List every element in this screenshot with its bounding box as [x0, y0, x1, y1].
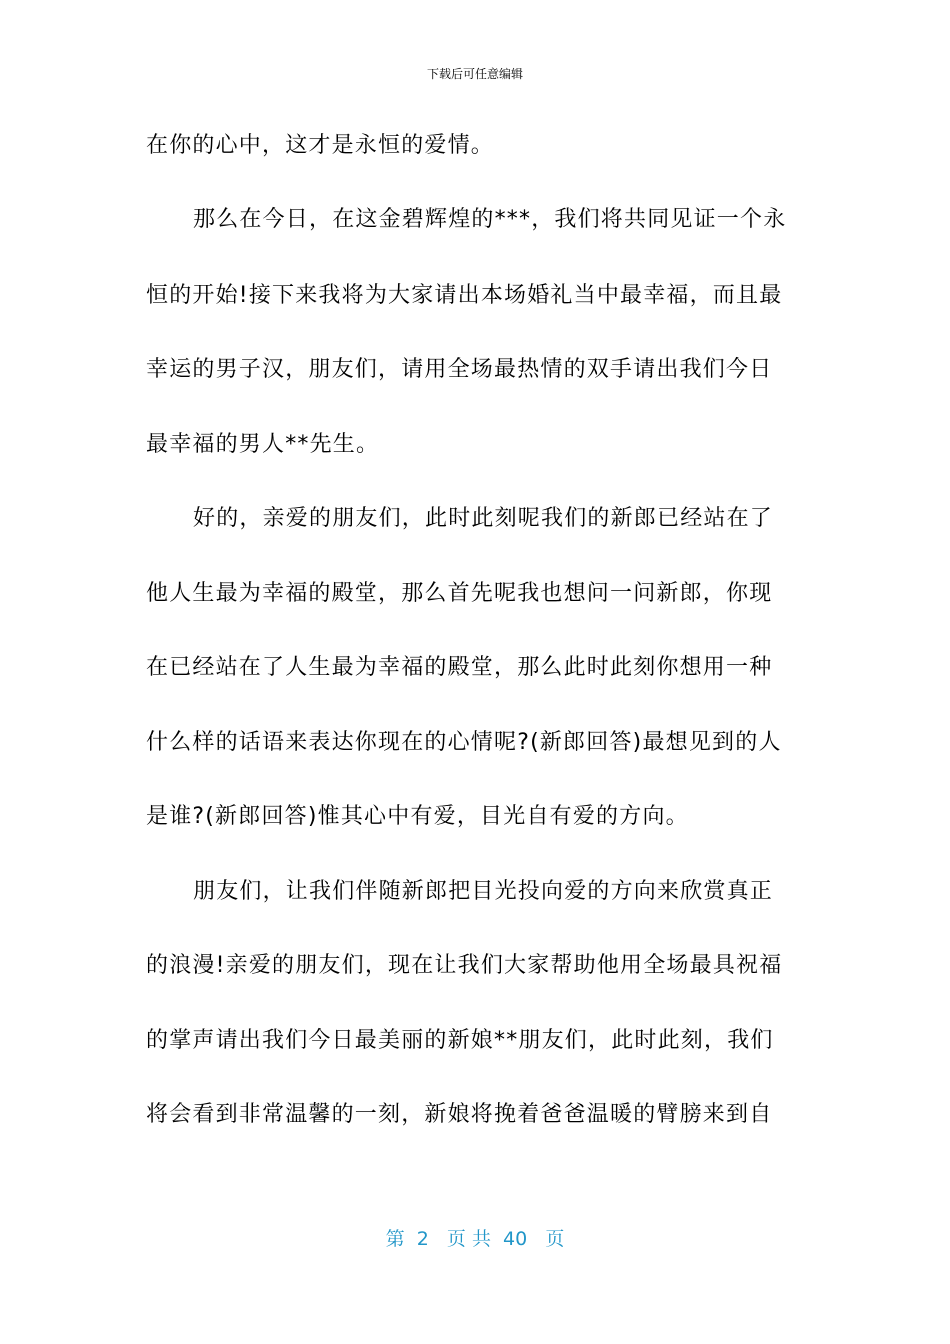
body-line: 最幸福的男人**先生。 — [146, 432, 380, 457]
header-note: 下载后可任意编辑 — [426, 67, 523, 81]
body-line: 恒的开始!接下来我将为大家请出本场婚礼当中最幸福，而且最 — [146, 283, 783, 308]
body-line: 在已经站在了人生最为幸福的殿堂，那么此时此刻你想用一种 — [146, 655, 773, 680]
body-line: 那么在今日，在这金碧辉煌的***，我们将共同见证一个永 — [193, 207, 787, 232]
body-line: 他人生最为幸福的殿堂，那么首先呢我也想问一问新郎，你现 — [146, 581, 773, 606]
body-line: 的掌声请出我们今日最美丽的新娘**朋友们，此时此刻，我们 — [146, 1028, 774, 1053]
body-line: 在你的心中，这才是永恒的爱情。 — [146, 133, 495, 158]
body-line: 的浪漫!亲爱的朋友们，现在让我们大家帮助他用全场最具祝福 — [146, 953, 783, 978]
body-line: 是谁?(新郎回答)惟其心中有爱，目光自有爱的方向。 — [146, 804, 689, 829]
body-line: 朋友们，让我们伴随新郎把目光投向爱的方向来欣赏真正 — [193, 879, 774, 904]
page-number-footer: 第 2 页 共 40 页 — [385, 1228, 565, 1250]
body-line: 好的，亲爱的朋友们，此时此刻呢我们的新郎已经站在了 — [193, 506, 774, 531]
body-line: 将会看到非常温馨的一刻，新娘将挽着爸爸温暖的臂膀来到自 — [146, 1102, 773, 1127]
body-line: 什么样的话语来表达你现在的心情呢?(新郎回答)最想见到的人 — [146, 730, 782, 755]
body-line: 幸运的男子汉，朋友们，请用全场最热情的双手请出我们今日 — [146, 357, 773, 382]
